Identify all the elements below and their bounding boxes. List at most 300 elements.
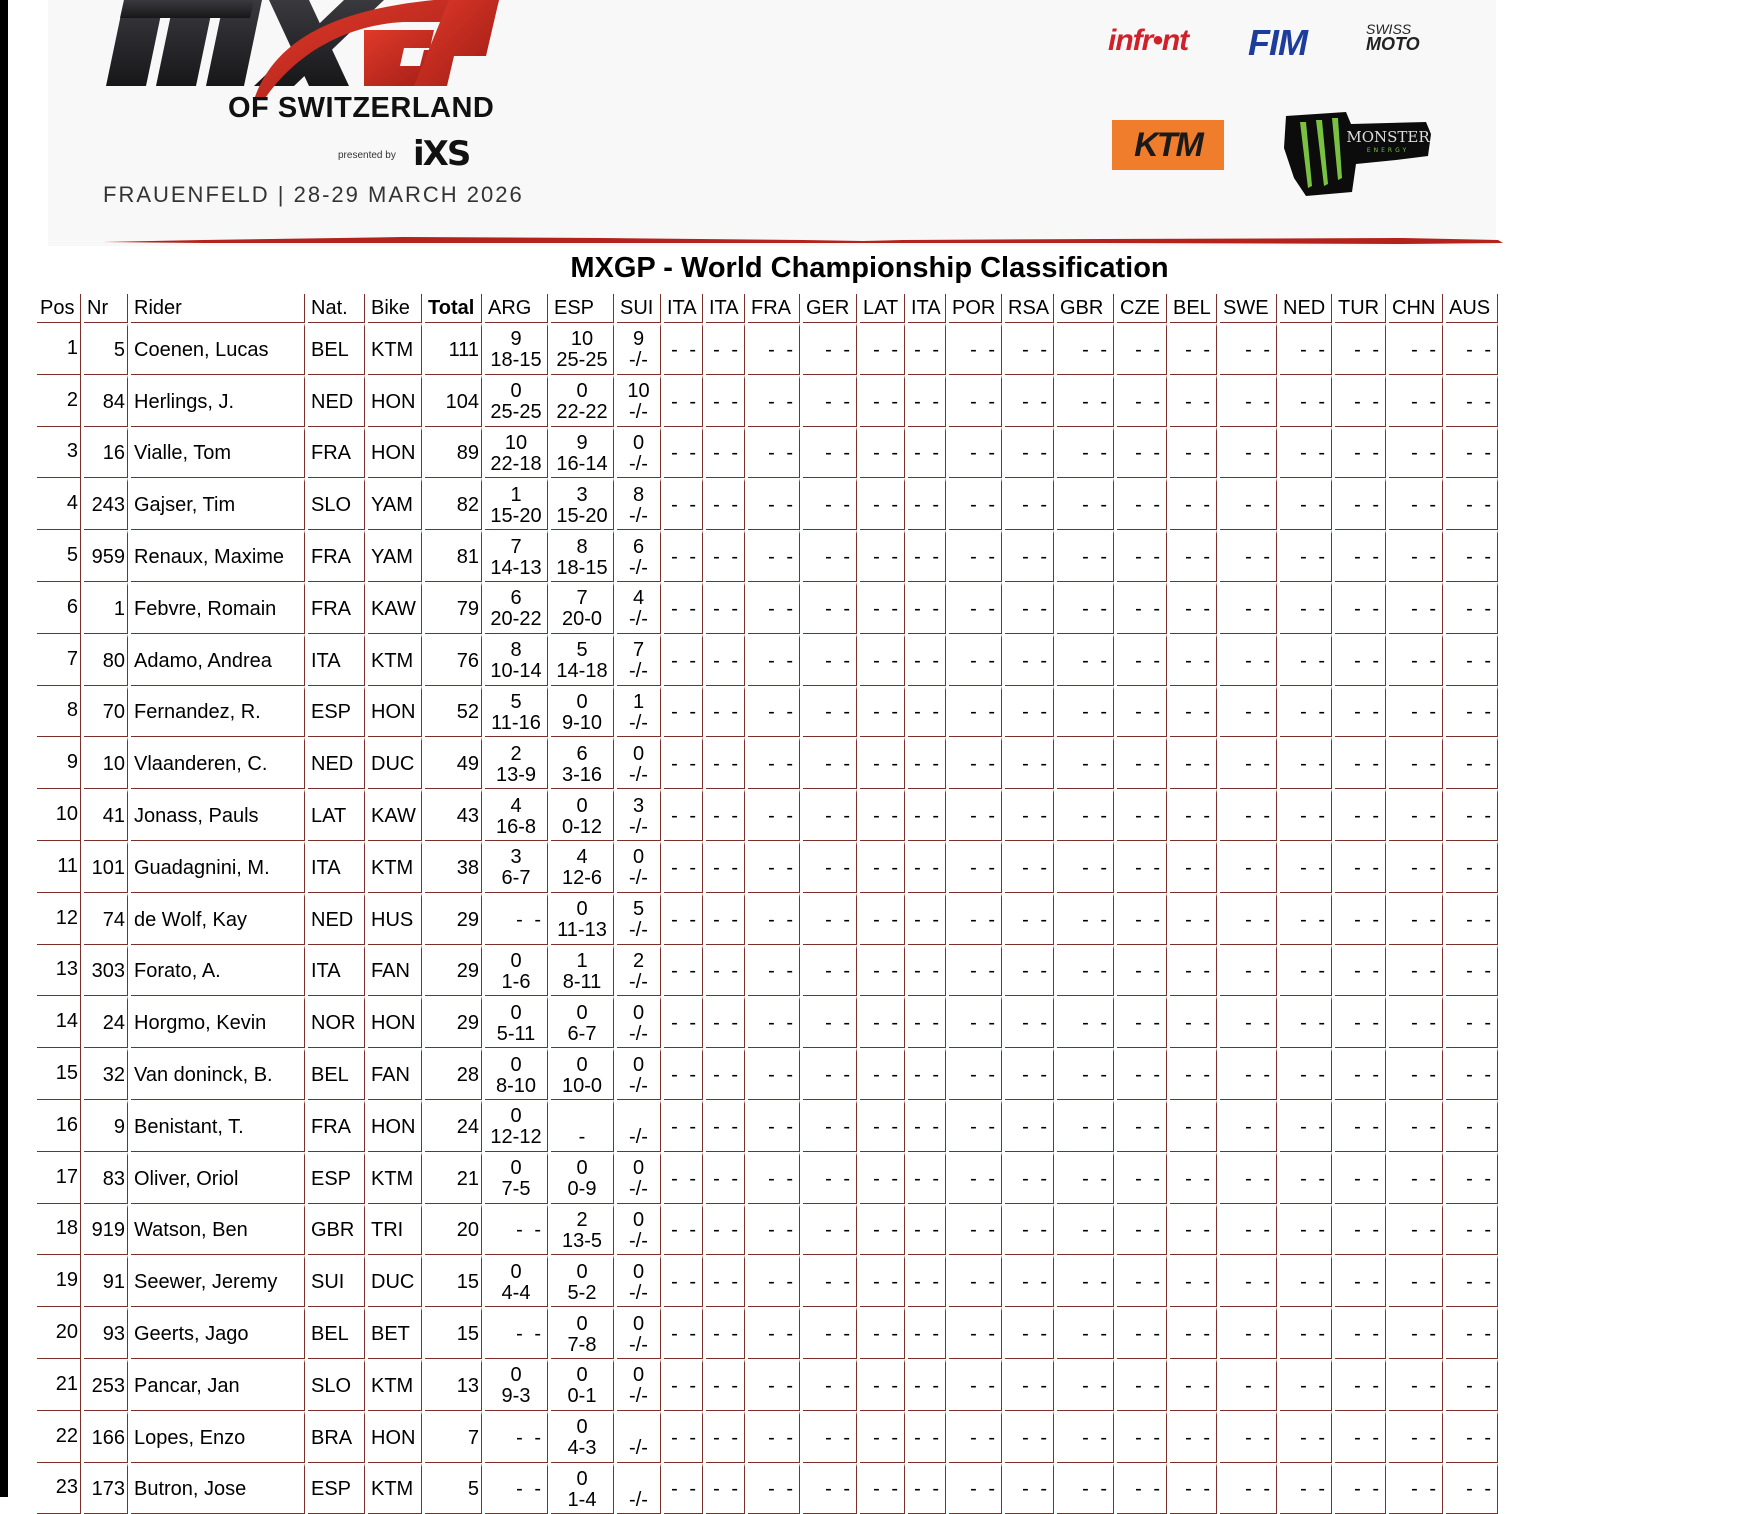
cell-bike: FAN [368,1048,422,1100]
round-points: 0 [576,1467,588,1490]
heat-results: 12-12 [490,1126,542,1149]
cell-future-round-empty: - - [860,1307,905,1359]
round-points: 1 [510,483,522,506]
heat-results: 4-3 [567,1437,597,1460]
round-points: 8 [632,483,645,506]
cell-future-round-empty: - - [1005,1463,1054,1514]
cell-total: 76 [425,634,482,686]
cell-esp [551,323,614,375]
cell-arg [485,789,548,841]
cell-future-round-empty: - - [949,737,1002,789]
cell-future-round-empty: - - [1057,323,1114,375]
column-header-pos: Pos [37,294,81,323]
cell-future-round-empty: - - [908,996,946,1048]
cell-bike: HON [368,1100,422,1152]
cell-future-round-empty: - - [1170,686,1217,738]
cell-future-round-empty: - - [803,686,857,738]
cell-nr: 253 [84,1359,128,1411]
heat-results: -/- [629,349,648,372]
presented-by-label: presented by [338,150,396,161]
cell-rider: Lopes, Enzo [131,1411,305,1463]
cell-total: 104 [425,375,482,427]
cell-rider: Renaux, Maxime [131,530,305,582]
cell-future-round-empty: - - [908,1255,946,1307]
cell-nat: BEL [308,323,365,375]
column-header-nr: Nr [84,294,128,323]
cell-future-round-empty: - - [1057,996,1114,1048]
round-points: 7 [576,587,588,610]
heat-results: -/- [629,919,648,942]
heat-results: -/- [629,1074,648,1097]
round-points: 0 [576,1416,588,1439]
cell-total: 28 [425,1048,482,1100]
heat-results: 0-1 [567,1385,597,1408]
cell-future-round-empty: - - [949,1048,1002,1100]
column-header-bike: Bike [368,294,422,323]
cell-future-round-empty: - - [1446,634,1498,686]
cell-future-round-empty: - - [1335,1463,1386,1514]
cell-future-round-empty: - - [1280,1048,1332,1100]
cell-esp [551,789,614,841]
cell-nr: 93 [84,1307,128,1359]
cell-bike: HON [368,686,422,738]
cell-total: 52 [425,686,482,738]
cell-future-round-empty: - - [1170,375,1217,427]
cell-arg [485,1359,548,1411]
cell-total: 5 [425,1463,482,1514]
cell-future-round-empty: - - [1446,530,1498,582]
cell-future-round-empty: - - [1117,789,1167,841]
heat-results: 22-18 [490,452,542,475]
cell-total: 20 [425,1204,482,1256]
cell-future-round-empty: - - [860,1100,905,1152]
cell-future-round-empty: - - [908,1359,946,1411]
cell-pos: 10 [37,789,81,841]
cell-future-round-empty: - - [803,1411,857,1463]
heat-results: 5-2 [567,1281,597,1304]
cell-future-round-empty: - - [706,634,745,686]
cell-bike: DUC [368,737,422,789]
cell-esp [551,427,614,479]
cell-rider: Horgmo, Kevin [131,996,305,1048]
cell-future-round-empty: - - [1335,841,1386,893]
cell-future-round-empty: - - [748,1204,800,1256]
cell-esp [551,1048,614,1100]
cell-future-round-empty: - - [664,996,703,1048]
cell-future-round-empty: - - [1280,427,1332,479]
heat-results: 14-13 [490,556,542,579]
round-points: 0 [576,1053,588,1076]
round-points: 10 [504,431,528,454]
cell-future-round-empty: - - [1280,478,1332,530]
cell-pos: 23 [37,1463,81,1514]
cell-bike: HON [368,996,422,1048]
cell-pos: 11 [37,841,81,893]
cell-future-round-empty: - - [949,634,1002,686]
round-points: 7 [510,535,522,558]
cell-future-round-empty: - - [860,582,905,634]
cell-nat: ESP [308,1463,365,1514]
cell-total: 21 [425,1152,482,1204]
round-points [617,1417,660,1438]
table-row [37,1152,1498,1204]
cell-future-round-empty: - - [1335,427,1386,479]
cell-total: 38 [425,841,482,893]
cell-future-round-empty: - - [1117,1307,1167,1359]
cell-future-round-empty: - - [1005,634,1054,686]
cell-future-round-empty: - - [860,996,905,1048]
cell-future-round-empty: - - [706,1307,745,1359]
round-points: 10 [570,328,594,351]
cell-future-round-empty: - - [949,530,1002,582]
column-header-chn-23: CHN [1389,294,1443,323]
cell-nat: ITA [308,634,365,686]
cell-future-round-empty: - - [860,323,905,375]
cell-future-round-empty: - - [1389,1359,1443,1411]
cell-total: 24 [425,1100,482,1152]
cell-future-round-empty: - - [1005,1100,1054,1152]
cell-future-round-empty: - - [1335,634,1386,686]
cell-nat: ESP [308,1152,365,1204]
cell-future-round-empty: - - [664,323,703,375]
cell-future-round-empty: - - [1220,841,1277,893]
cell-total: 29 [425,893,482,945]
cell-future-round-empty: - - [1280,582,1332,634]
cell-bike: BET [368,1307,422,1359]
column-header-aus-24: AUS [1446,294,1498,323]
round-points: 0 [576,1001,588,1024]
cell-future-round-empty: - - [1335,1204,1386,1256]
column-header-ita-14: ITA [908,294,946,323]
cell-rider: Gajser, Tim [131,478,305,530]
cell-future-round-empty: - - [1446,737,1498,789]
cell-future-round-empty: - - [908,737,946,789]
cell-esp [551,582,614,634]
heat-results: 4-4 [501,1281,531,1304]
column-header-por-15: POR [949,294,1002,323]
cell-future-round-empty: - - [1446,1411,1498,1463]
left-edge-strip [0,0,8,1497]
cell-future-round-empty: - - [1220,634,1277,686]
cell-future-round-empty: - - [1170,1411,1217,1463]
cell-future-round-empty: - - [1117,323,1167,375]
cell-future-round-empty: - - [748,478,800,530]
cell-future-round-empty: - - [1170,737,1217,789]
table-row [37,841,1498,893]
round-points: 5 [632,898,645,921]
cell-future-round-empty: - - [908,893,946,945]
heat-results: -/- [629,763,648,786]
round-points [617,1106,660,1127]
cell-bike: HUS [368,893,422,945]
cell-future-round-empty: - - [949,1152,1002,1204]
cell-future-round-empty: - - [1280,945,1332,997]
cell-future-round-empty: - - [1057,427,1114,479]
cell-nr: 41 [84,789,128,841]
cell-future-round-empty: - - [748,1411,800,1463]
cell-future-round-empty: - - [1057,375,1114,427]
cell-arg [485,945,548,997]
cell-future-round-empty: - - [1170,1255,1217,1307]
cell-future-round-empty: - - [803,1152,857,1204]
cell-nat: FRA [308,582,365,634]
event-location-date: FRAUENFELD | 28-29 MARCH 2026 [103,182,524,207]
cell-future-round-empty: - - [1005,893,1054,945]
cell-arg [485,1100,548,1152]
cell-arg [485,841,548,893]
cell-future-round-empty: - - [1005,375,1054,427]
cell-bike: KTM [368,1152,422,1204]
cell-future-round-empty: - - [1446,1463,1498,1514]
heat-results: 18-15 [490,349,542,372]
cell-future-round-empty: - - [1280,1204,1332,1256]
cell-future-round-empty: - - [949,1255,1002,1307]
round-points: 0 [510,1105,522,1128]
cell-future-round-empty: - - [1389,686,1443,738]
cell-future-round-empty: - - [1117,841,1167,893]
cell-nat: ESP [308,686,365,738]
heat-results: -/- [629,867,648,890]
cell-future-round-empty: - - [1280,1152,1332,1204]
cell-future-round-empty: - - [664,737,703,789]
heat-results: 22-22 [556,401,608,424]
heat-results: 13-5 [561,1229,603,1252]
cell-sui [617,582,661,634]
table-row [37,996,1498,1048]
cell-future-round-empty: - - [664,893,703,945]
infront-logo: infr•nt [1108,24,1189,57]
cell-esp [551,375,614,427]
cell-esp [551,1255,614,1307]
cell-future-round-empty: - - [1446,841,1498,893]
cell-esp [551,686,614,738]
cell-future-round-empty: - - [664,1307,703,1359]
cell-future-round-empty: - - [1446,996,1498,1048]
heat-results: -/- [629,556,648,579]
cell-future-round-empty: - - [1280,323,1332,375]
cell-esp [551,478,614,530]
column-header-rsa-16: RSA [1005,294,1054,323]
cell-future-round-empty: - - [706,1411,745,1463]
cell-future-round-empty: - - [1280,530,1332,582]
cell-future-round-empty: - - [949,1411,1002,1463]
cell-bike: DUC [368,1255,422,1307]
round-points: 2 [632,949,645,972]
cell-future-round-empty: - - [1446,1204,1498,1256]
cell-bike: KTM [368,841,422,893]
cell-future-round-empty: - - [1117,1100,1167,1152]
cell-bike: FAN [368,945,422,997]
cell-arg-empty: - - [485,1463,548,1514]
cell-future-round-empty: - - [706,1359,745,1411]
round-points: 0 [632,1260,645,1283]
cell-future-round-empty: - - [1446,1152,1498,1204]
cell-future-round-empty: - - [1220,996,1277,1048]
cell-future-round-empty: - - [1446,1307,1498,1359]
cell-arg-empty: - - [485,1307,548,1359]
cell-future-round-empty: - - [706,737,745,789]
cell-future-round-empty: - - [803,530,857,582]
cell-future-round-empty: - - [1220,789,1277,841]
cell-esp [551,945,614,997]
cell-future-round-empty: - - [1170,582,1217,634]
round-points: 6 [576,742,588,765]
cell-sui [617,996,661,1048]
column-header-tur-22: TUR [1335,294,1386,323]
cell-future-round-empty: - - [803,1048,857,1100]
cell-future-round-empty: - - [1005,737,1054,789]
cell-bike: TRI [368,1204,422,1256]
cell-nat: FRA [308,530,365,582]
cell-future-round-empty: - - [1389,1411,1443,1463]
cell-future-round-empty: - - [860,1152,905,1204]
cell-future-round-empty: - - [803,841,857,893]
cell-sui [617,1204,661,1256]
cell-sui [617,1359,661,1411]
cell-future-round-empty: - - [1117,375,1167,427]
round-points [551,1106,613,1127]
cell-future-round-empty: - - [1389,1100,1443,1152]
round-points: 7 [632,639,645,662]
round-points: 5 [510,690,522,713]
cell-future-round-empty: - - [860,427,905,479]
cell-rider: Fernandez, R. [131,686,305,738]
cell-future-round-empty: - - [664,1204,703,1256]
round-points: 0 [632,431,645,454]
cell-future-round-empty: - - [1220,1307,1277,1359]
round-points: 8 [510,639,522,662]
cell-future-round-empty: - - [803,945,857,997]
round-points: 0 [510,1260,522,1283]
cell-future-round-empty: - - [1389,893,1443,945]
cell-arg [485,1255,548,1307]
column-header-swe-20: SWE [1220,294,1277,323]
cell-future-round-empty: - - [664,582,703,634]
cell-sui [617,841,661,893]
cell-pos: 18 [37,1204,81,1256]
svg-text:MONSTER: MONSTER [1346,128,1430,146]
cell-future-round-empty: - - [1220,1255,1277,1307]
cell-future-round-empty: - - [1389,478,1443,530]
cell-pos: 13 [37,945,81,997]
column-header-fra-11: FRA [748,294,800,323]
cell-future-round-empty: - - [1446,478,1498,530]
cell-esp [551,1152,614,1204]
round-points: 0 [576,380,588,403]
cell-future-round-empty: - - [1220,375,1277,427]
cell-future-round-empty: - - [748,1100,800,1152]
cell-future-round-empty: - - [908,1100,946,1152]
cell-future-round-empty: - - [949,893,1002,945]
cell-future-round-empty: - - [1280,1255,1332,1307]
cell-future-round-empty: - - [1005,1255,1054,1307]
cell-future-round-empty: - - [1005,478,1054,530]
cell-sui [617,323,661,375]
cell-future-round-empty: - - [803,478,857,530]
heat-results: 6-7 [501,867,531,890]
cell-future-round-empty: - - [664,530,703,582]
cell-future-round-empty: - - [748,789,800,841]
cell-total: 13 [425,1359,482,1411]
cell-nat: ITA [308,945,365,997]
table-row [37,737,1498,789]
table-row [37,375,1498,427]
column-header-lat-13: LAT [860,294,905,323]
cell-future-round-empty: - - [949,1204,1002,1256]
cell-future-round-empty: - - [1005,323,1054,375]
cell-future-round-empty: - - [1280,1359,1332,1411]
cell-nr: 243 [84,478,128,530]
cell-future-round-empty: - - [1005,996,1054,1048]
cell-future-round-empty: - - [664,945,703,997]
cell-esp [551,1307,614,1359]
cell-future-round-empty: - - [664,634,703,686]
cell-rider: Febvre, Romain [131,582,305,634]
cell-future-round-empty: - - [1220,686,1277,738]
cell-future-round-empty: - - [1005,1307,1054,1359]
heat-results: -/- [629,1126,648,1149]
cell-future-round-empty: - - [1005,686,1054,738]
round-points: 0 [632,1157,645,1180]
cell-future-round-empty: - - [1335,1307,1386,1359]
heat-results: 0-12 [561,815,603,838]
round-points: 0 [510,1053,522,1076]
column-header-esp: ESP [551,294,614,323]
cell-future-round-empty: - - [706,945,745,997]
cell-nat: GBR [308,1204,365,1256]
cell-future-round-empty: - - [748,686,800,738]
cell-pos: 15 [37,1048,81,1100]
cell-future-round-empty: - - [1005,1204,1054,1256]
table-body [37,323,1498,1514]
cell-future-round-empty: - - [1057,1359,1114,1411]
cell-future-round-empty: - - [908,686,946,738]
heat-results: -/- [629,660,648,683]
table-row [37,1411,1498,1463]
cell-nr: 74 [84,893,128,945]
ktm-logo: KTM [1112,120,1224,170]
heat-results: 10-14 [490,660,542,683]
cell-future-round-empty: - - [1005,1152,1054,1204]
cell-future-round-empty: - - [1280,375,1332,427]
heat-results: 5-11 [496,1022,536,1045]
cell-future-round-empty: - - [1220,478,1277,530]
cell-nr: 32 [84,1048,128,1100]
cell-future-round-empty: - - [1057,893,1114,945]
cell-bike: KTM [368,634,422,686]
cell-future-round-empty: - - [1170,323,1217,375]
cell-nat: FRA [308,1100,365,1152]
cell-future-round-empty: - - [908,530,946,582]
cell-future-round-empty: - - [706,841,745,893]
cell-future-round-empty: - - [1005,1048,1054,1100]
round-points: 0 [576,1157,588,1180]
cell-nat: SLO [308,1359,365,1411]
cell-future-round-empty: - - [1446,1048,1498,1100]
cell-future-round-empty: - - [1057,841,1114,893]
cell-future-round-empty: - - [1335,478,1386,530]
cell-future-round-empty: - - [949,686,1002,738]
round-points: 0 [510,949,522,972]
cell-sui [617,893,661,945]
cell-future-round-empty: - - [1117,582,1167,634]
cell-future-round-empty: - - [803,1204,857,1256]
cell-future-round-empty: - - [1170,893,1217,945]
cell-future-round-empty: - - [706,1463,745,1514]
cell-future-round-empty: - - [860,1255,905,1307]
cell-future-round-empty: - - [1117,737,1167,789]
heat-results: 6-7 [567,1022,597,1045]
